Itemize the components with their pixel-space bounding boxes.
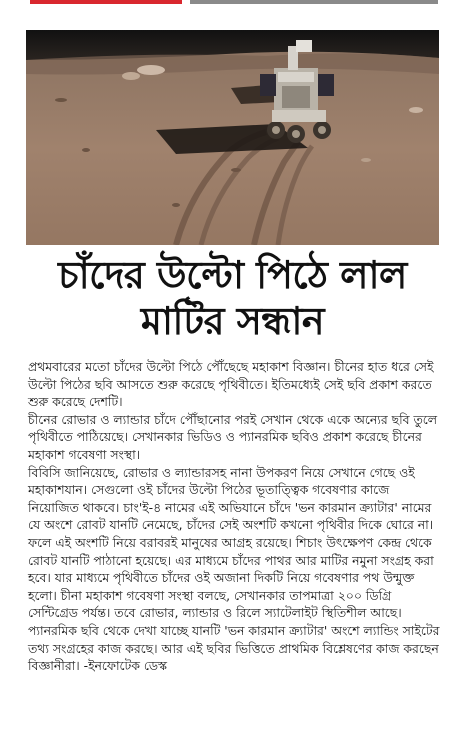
headline-line-2: মাটির সন্ধান bbox=[140, 299, 325, 343]
article-paragraph: প্রথমবারের মতো চাঁদের উল্টো পিঠে পৌঁছেছে মহাকাশ বিজ্ঞান। চীনের হাত ধরে সেই উল্টো পিঠের ছবি আসতে শুরু করেছে পৃথিবীতে। ইতিমধ্যেই সেই ছবি প্রকাশ করতে শুরু করেছে দেশটি। bbox=[28, 359, 434, 410]
top-accent-bar-red bbox=[30, 0, 182, 4]
headline-line-1: চাঁদের উল্টো পিঠে লাল bbox=[58, 253, 407, 297]
article-headline bbox=[20, 252, 445, 344]
article-paragraph: চীনের রোভার ও ল্যান্ডার চাঁদে পৌঁছানোর পরই সেখান থেকে একে অন্যের ছবি তুলে পৃথিবীতে পাঠিয়েছে। সেখানকার ভিডিও ও প্যানরমিক ছবিও প্রকাশ করেছে চীনের মহাকাশ গবেষণা সংস্থা। bbox=[28, 411, 437, 462]
article-paragraph: বিবিসি জানিয়েছে, রোভার ও ল্যান্ডারসহ নানা উপকরণ নিয়ে সেখানে গেছে ওই মহাকাশযান। সেগুলো ওই চাঁদের উল্টো পিঠের ভূতাত্ত্বিক গবেষণার কাজে নিয়োজিত থাকবে। চাং'ই-৪ নামের এই অভিযানে চাঁদে 'ভন কারমান ক্র্যাটার' নামের যে অংশে রোবট যানটি নেমেছে, চাঁদের সেই অংশটি কখনো পৃথিবীর দিকে ঘোরে না। ফলে এই অংশটি নিয়ে বরাবরই মানুষের আগ্রহ রয়েছে। শিচাং উৎক্ষেপণ কেন্দ্র থেকে রোবট যানটি পাঠানো হয়েছে। এর মাধ্যমে চাঁদের পাথর আর মাটির নমুনা সংগ্রহ করা হবে। যার মাধ্যমে পৃথিবীতে চাঁদের ওই অজানা দিকটি নিয়ে গবেষণার পথ উন্মুক্ত হলো। চীনা মহাকাশ গবেষণা সংস্থা বলছে, সেখানকার তাপমাত্রা ২০০ ডিগ্রি সেন্টিগ্রেড পর্যন্ত। তবে রোভার, ল্যান্ডার ও রিলে স্যাটেলাইট স্থিতিশীল আছে। প্যানরমিক ছবি থেকে দেখা যাচ্ছে যানটি 'ভন কারমান ক্র্যাটার' অংশে ল্যান্ডিং সাইটের তথ্য সংগ্রহের কাজ করছে। আর এই ছবির ভিত্তিতে প্রাথমিক বিশ্লেষণের কাজ করছেন বিজ্ঞানীরা। -ইনফোটেক ডেস্ক bbox=[28, 464, 440, 674]
article-body bbox=[28, 358, 440, 675]
top-accent-bar-gray bbox=[190, 0, 438, 4]
lunar-rover-photo bbox=[26, 30, 439, 245]
